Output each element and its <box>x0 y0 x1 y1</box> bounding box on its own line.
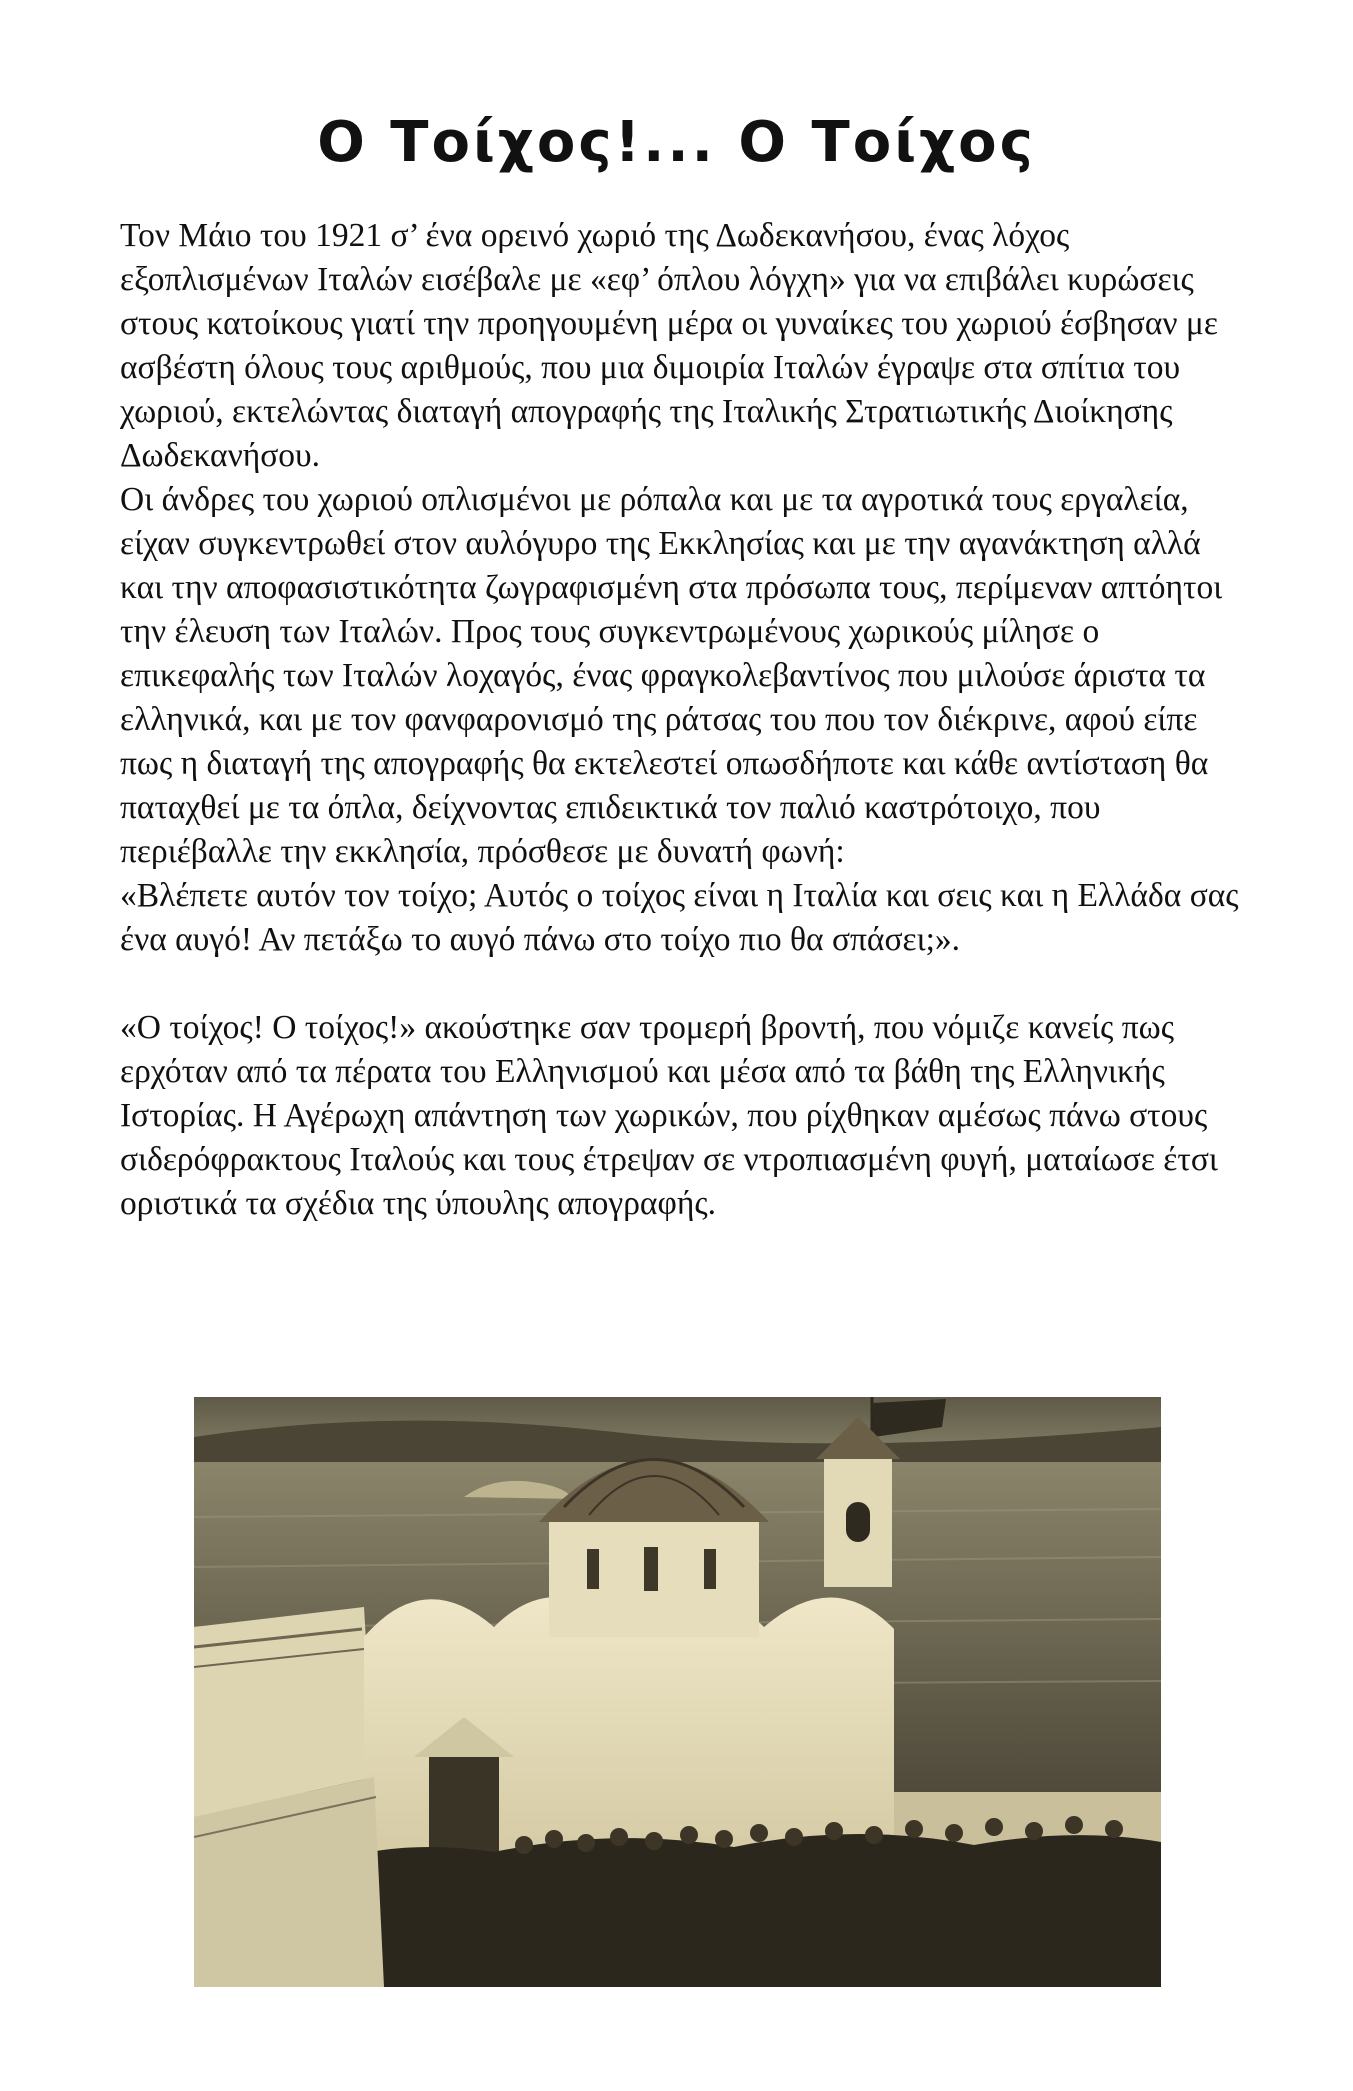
paragraph-3: «Βλέπετε αυτόν τον τοίχο; Αυτός ο τοίχος είναι η Ιταλία και σεις και η Ελλάδα σας ένα αυγό! Αν πετάξω το αυγό πάνω στο τοίχο πιο θα σπάσει;». <box>120 877 1239 958</box>
article-body <box>120 214 1240 1226</box>
church-photo-illustration <box>194 1397 1161 1987</box>
paragraph-1: Τον Μάιο του 1921 σ’ ένα ορεινό χωριό της Δωδεκανήσου, ένας λόχος εξοπλισμένων Ιταλών εισέβαλε με «εφ’ όπλου λόγχη» για να επιβάλει κυρώσεις στους κατοίκους γιατί την προηγουμένη μέρα οι γυναίκες του χωριού έσβησαν με ασβέστη όλους τους αριθμούς, που μια διμοιρία Ιταλών έγραψε στα σπίτια του χωριού, εκτελώντας διαταγή απογραφής της Ιταλικής Στρατιωτικής Διοίκησης Δωδεκανήσου. <box>120 217 1218 474</box>
church-photograph <box>194 1397 1161 1987</box>
paragraph-2: Οι άνδρες του χωριού οπλισμένοι με ρόπαλα και με τα αγροτικά τους εργαλεία, είχαν συγκεντρωθεί στον αυλόγυρο της Εκκλησίας και με την αγανάκτηση αλλά και την αποφασιστικότητα ζωγραφισμένη στα πρόσωπα τους, περίμεναν απτόητοι την έλευση των Ιταλών. Προς τους συγκεντρωμένους χωρικούς μίλησε ο επικεφαλής των Ιταλών λοχαγός, ένας φραγκολεβαντίνος που μιλούσε άριστα τα ελληνικά, και με τον φανφαρονισμό της ράτσας του που τον διέκρινε, αφού είπε πως η διαταγή της απογραφής θα εκτελεστεί οπωσδήποτε και κάθε αντίσταση θα παταχθεί με τα όπλα, δείχνοντας επιδεικτικά τον παλιό καστρότοιχο, που περιέβαλλε την εκκλησία, πρόσθεσε με δυνατή φωνή: <box>120 481 1223 870</box>
page-title: Ο Τοίχος!... Ο Τοίχος <box>317 110 1036 175</box>
paragraph-4: «Ο τοίχος! Ο τοίχος!» ακούστηκε σαν τρομερή βροντή, που νόμιζε κανείς πως ερχόταν από τα πέρατα του Ελληνισμού και μέσα από τα βάθη της Ελληνικής Ιστορίας. Η Αγέρωχη απάντηση των χωρικών, που ρίχθηκαν αμέσως πάνω στους σιδερόφρακτους Ιταλούς και τους έτρεψαν σε ντροπιασμένη φυγή, ματαίωσε έτσι οριστικά τα σχέδια της ύπουλης απογραφής. <box>120 1009 1218 1222</box>
paragraph-gap <box>120 962 1240 1006</box>
